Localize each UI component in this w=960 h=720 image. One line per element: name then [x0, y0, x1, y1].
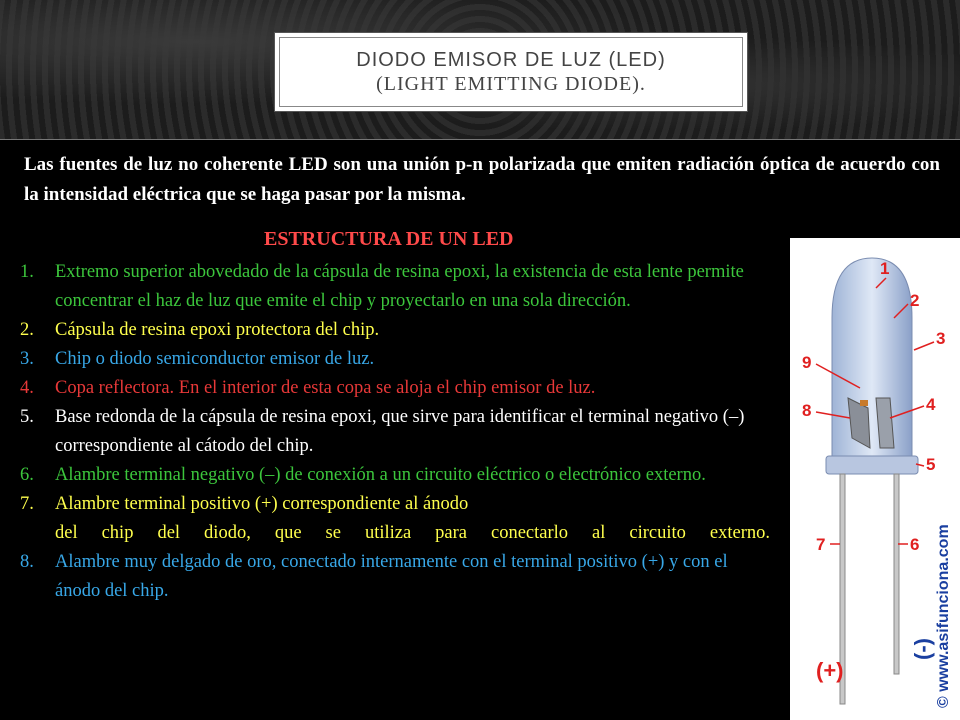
led-structure-image	[790, 238, 960, 720]
list-item: 7. Alambre terminal positivo (+) correspondiente al ánodo	[20, 494, 469, 514]
header-divider	[0, 139, 960, 140]
led-base-rim	[826, 456, 918, 474]
title-box	[274, 32, 748, 112]
list-item: 5. Base redonda de la cápsula de resina epoxi, que sirve para identificar el terminal negativo (–) correspondiente al cátodo del chip.	[20, 407, 745, 456]
list-item: 2. Cápsula de resina epoxi protectora del chip.	[20, 320, 380, 340]
list-item: 3. Chip o diodo semiconductor emisor de luz.	[20, 349, 375, 369]
title-line-2: (LIGHT EMITTING DIODE).	[376, 73, 646, 95]
lead-positive	[894, 474, 899, 674]
watermark: © www.asifunciona.com	[935, 524, 952, 708]
label-9: 9	[802, 353, 812, 372]
minus-label: (-)	[910, 638, 935, 660]
structure-list	[20, 258, 770, 606]
led-lens	[832, 258, 912, 468]
list-item-continuation: del chip del diodo, que se utiliza para conectarlo al circuito externo.	[55, 523, 770, 543]
list-item: 4. Copa reflectora. En el interior de esta copa se aloja el chip emisor de luz.	[20, 378, 596, 398]
label-5: 5	[926, 455, 936, 474]
plus-label: (+)	[816, 658, 844, 683]
intro-paragraph: Las fuentes de luz no coherente LED son una unión p-n polarizada que emiten radiación óptica de acuerdo con la intensidad eléctrica que se haga pasar por la misma.	[24, 154, 940, 205]
chip	[860, 400, 868, 406]
label-3: 3	[936, 329, 946, 348]
label-7: 7	[816, 535, 826, 554]
list-item: 1. Extremo superior abovedado de la cápsula de resina epoxi, la existencia de esta lente permite concentrar el haz de luz que emite el chip y proyectarlo en una sola dirección.	[20, 262, 744, 311]
label-8: 8	[802, 401, 812, 420]
label-2: 2	[910, 291, 920, 310]
led-diagram	[790, 238, 960, 720]
list-item: 6. Alambre terminal negativo (–) de conexión a un circuito eléctrico o electrónico externo.	[20, 465, 706, 485]
label-1: 1	[880, 259, 890, 278]
label-4: 4	[926, 395, 936, 414]
title-line-1: DIODO EMISOR DE LUZ (LED)	[356, 49, 666, 71]
list-item: 8. Alambre muy delgado de oro, conectado internamente con el terminal positivo (+) y con el ánodo del chip.	[20, 552, 728, 601]
label-6: 6	[910, 535, 920, 554]
section-subheading: ESTRUCTURA DE UN LED	[264, 228, 514, 250]
